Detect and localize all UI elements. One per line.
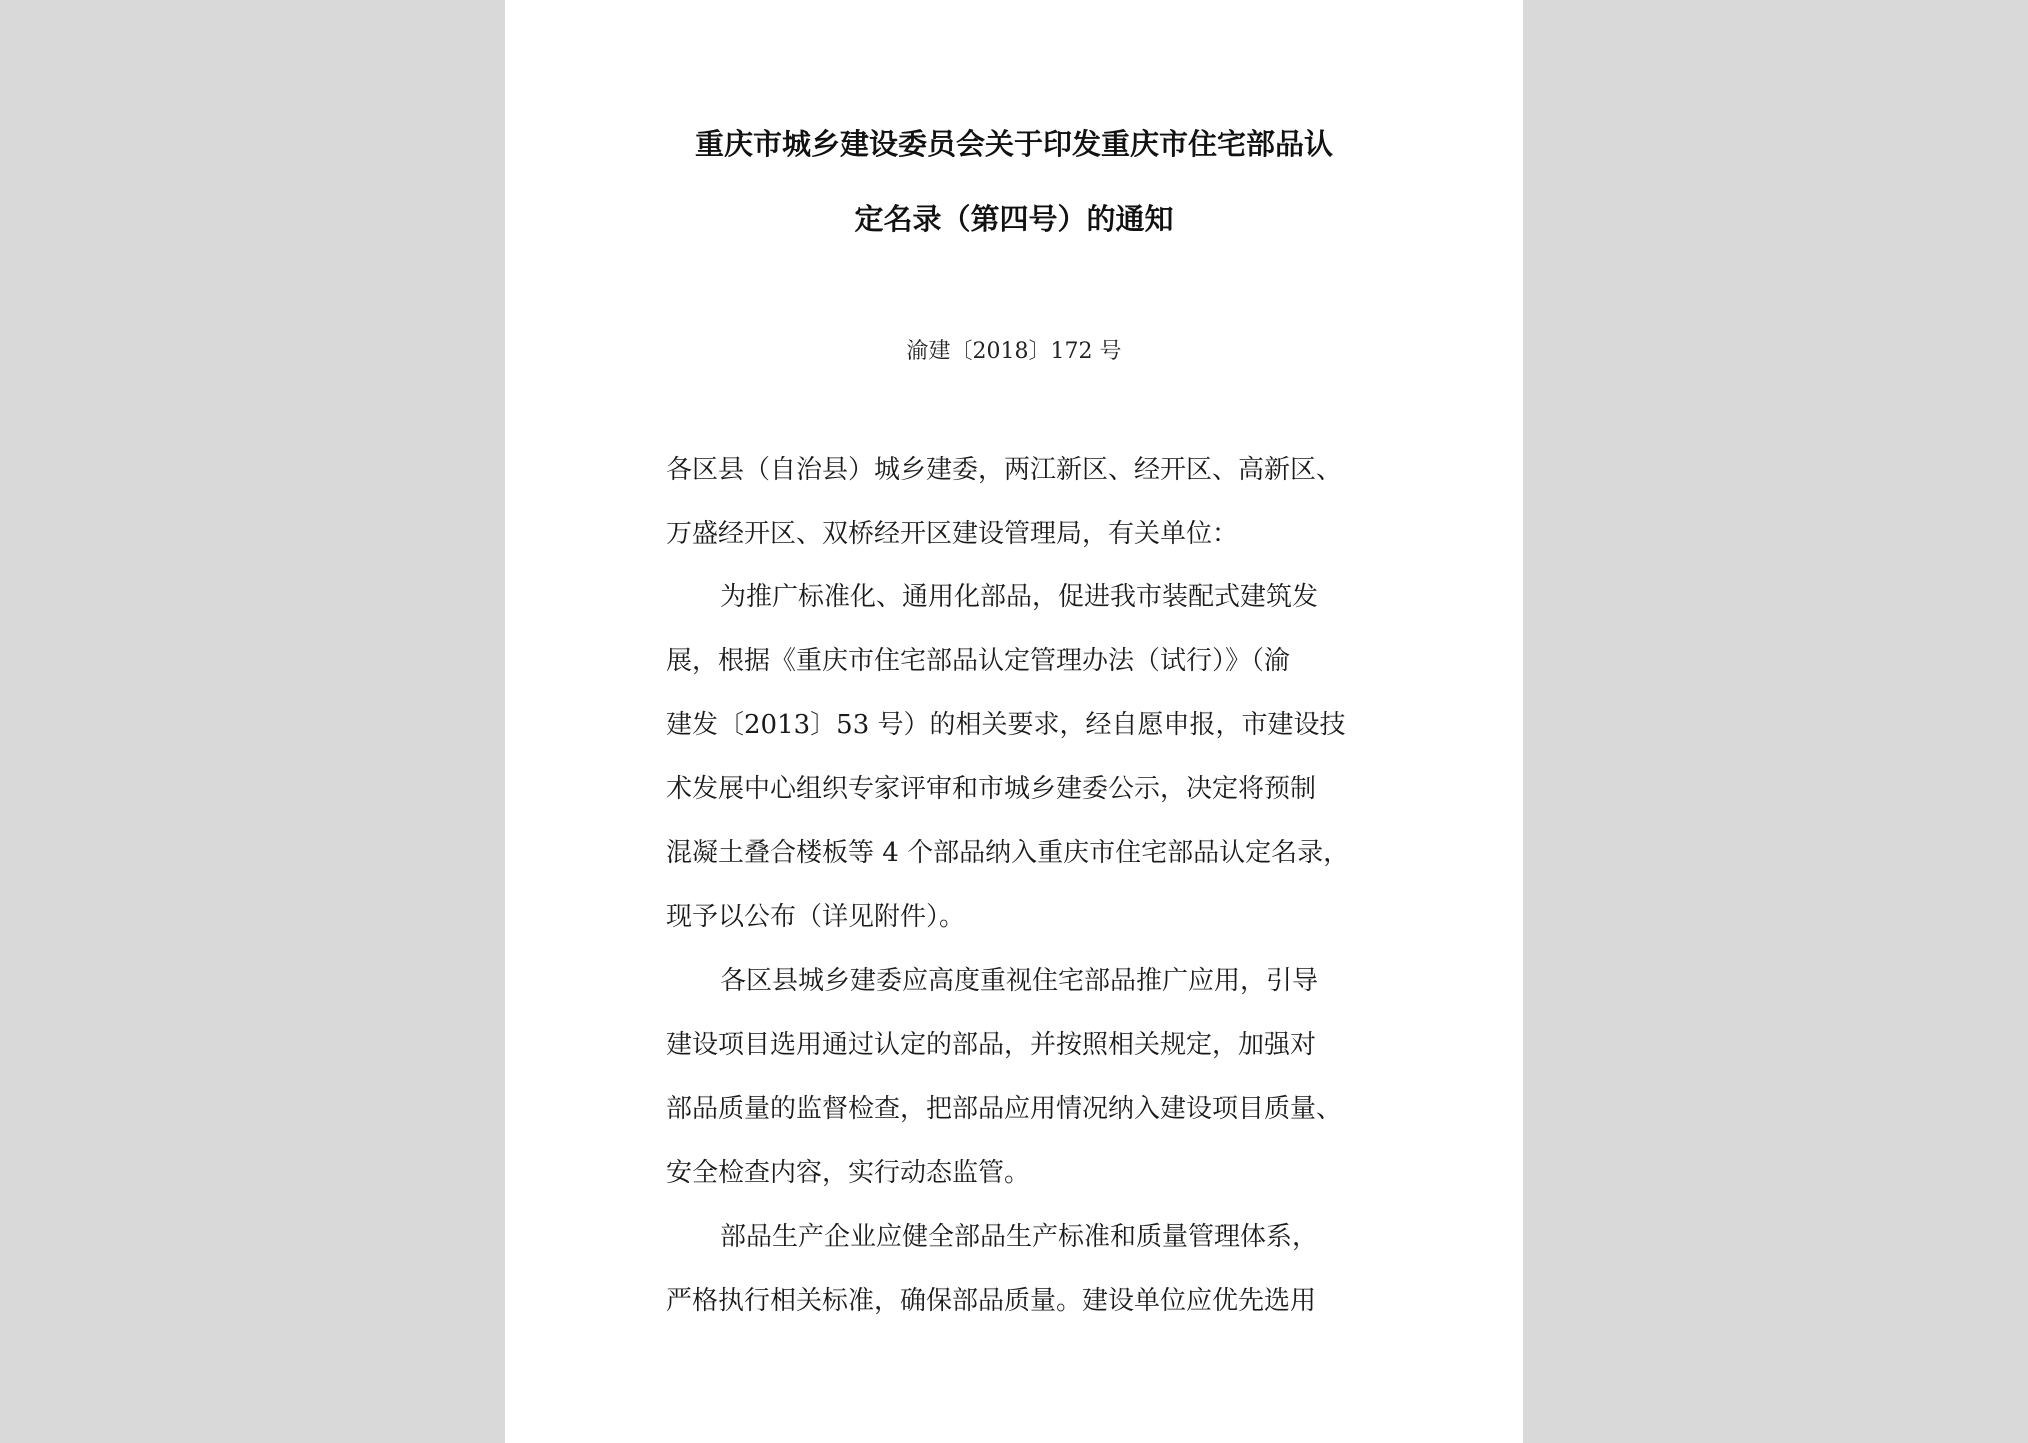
document-number: 渝建〔2018〕172 号 [906, 339, 1122, 364]
body-line: 术发展中心组织专家评审和市城乡建委公示，决定将预制 [666, 774, 1317, 804]
body-line: 安全检查内容，实行动态监管。 [666, 1158, 1031, 1188]
document-title-line-2: 定名录（第四号）的通知 [854, 202, 1174, 236]
body-line: 混凝土叠合楼板等 4 个部品纳入重庆市住宅部品认定名录， [666, 838, 1350, 868]
body-line: 严格执行相关标准，确保部品质量。建设单位应优先选用 [666, 1286, 1317, 1316]
body-line: 部品生产企业应健全部品生产标准和质量管理体系， [720, 1222, 1319, 1252]
body-line: 部品质量的监督检查，把部品应用情况纳入建设项目质量、 [666, 1094, 1343, 1124]
body-line: 为推广标准化、通用化部品，促进我市装配式建筑发 [720, 582, 1319, 612]
document-page [505, 0, 1523, 1443]
body-line: 建发〔2013〕53 号）的相关要求，经自愿申报，市建设技 [666, 710, 1346, 740]
body-line: 万盛经开区、双桥经开区建设管理局，有关单位： [666, 519, 1239, 549]
body-line: 建设项目选用通过认定的部品，并按照相关规定，加强对 [666, 1030, 1317, 1060]
body-line: 展，根据《重庆市住宅部品认定管理办法（试行）》（渝 [666, 646, 1291, 676]
body-line: 各区县（自治县）城乡建委，两江新区、经开区、高新区、 [666, 455, 1343, 485]
document-title-line-1: 重庆市城乡建设委员会关于印发重庆市住宅部品认 [694, 127, 1333, 161]
body-line: 现予以公布（详见附件）。 [666, 902, 966, 932]
body-line: 各区县城乡建委应高度重视住宅部品推广应用，引导 [720, 966, 1319, 996]
